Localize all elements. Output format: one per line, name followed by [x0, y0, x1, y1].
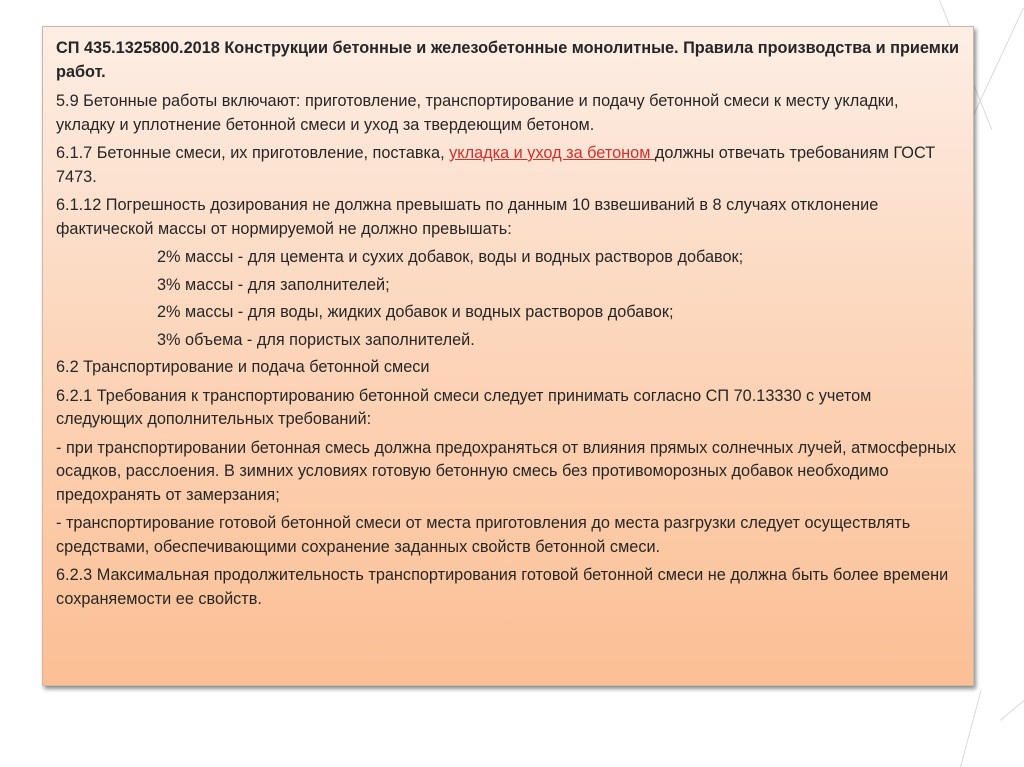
paragraph-text: 6.1.7 Бетонные смеси, их приготовление, поставка, — [56, 144, 450, 162]
list-item: 3% объема - для пористых заполнителей. — [157, 330, 475, 349]
paragraph-6-2-1: 6.2.1 Требования к транспортированию бетонной смеси следует принимать согласно СП 70.13330 с учетом следующих дополнительных требований: — [56, 386, 872, 428]
paragraph-6-1-7 — [56, 142, 959, 189]
paragraph-6-1-12: 6.1.12 Погрешность дозирования не должна превышать по данным 10 взвешиваний в 8 случаях отклонение фактической массы от нормируемой не должно превышать: — [56, 196, 879, 238]
decorative-line — [960, 690, 982, 767]
paragraph-text: должны отвечать требованиям ГОСТ 7473. — [56, 144, 936, 186]
decorative-line — [1000, 681, 1024, 720]
list-item: 2% массы - для цемента и сухих добавок, воды и водных растворов добавок; — [157, 248, 744, 266]
slide-title: СП 435.1325800.2018 Конструкции бетонные и железобетонные монолитные. Правила производства и приемки работ. — [56, 39, 959, 81]
paragraph-requirement-2: - транспортирование готовой бетонной смеси от места приготовления до места разгрузки следует осуществлять средствами, обеспечивающими сохранение заданных свойств бетонной смеси. — [56, 514, 911, 556]
paragraph-6-2: 6.2 Транспортирование и подача бетонной смеси — [56, 358, 430, 376]
paragraph-5-9: 5.9 Бетонные работы включают: приготовление, транспортирование и подачу бетонной смеси к месту укладки, укладку и уплотнение бетонной смеси и уход за твердеющим бетоном. — [56, 92, 899, 134]
highlighted-link[interactable]: укладка и уход за бетоном — [449, 144, 655, 162]
list-item: 2% массы - для воды, жидких добавок и водных растворов добавок; — [157, 303, 674, 321]
paragraph-6-2-3: 6.2.3 Максимальная продолжительность транспортирования готовой бетонной смеси не должна быть более времени сохраняемости ее свойств. — [56, 566, 949, 608]
list-item: 3% массы - для заполнителей; — [157, 275, 390, 294]
content-textbox — [42, 26, 974, 686]
paragraph-requirement-1: - при транспортировании бетонная смесь должна предохраняться от влияния прямых солнечных лучей, атмосферных осадков, расслоения. В зимних условиях готовую бетонную смесь без противоморозных добавок необходимо предохранять от замерзания; — [56, 438, 956, 504]
